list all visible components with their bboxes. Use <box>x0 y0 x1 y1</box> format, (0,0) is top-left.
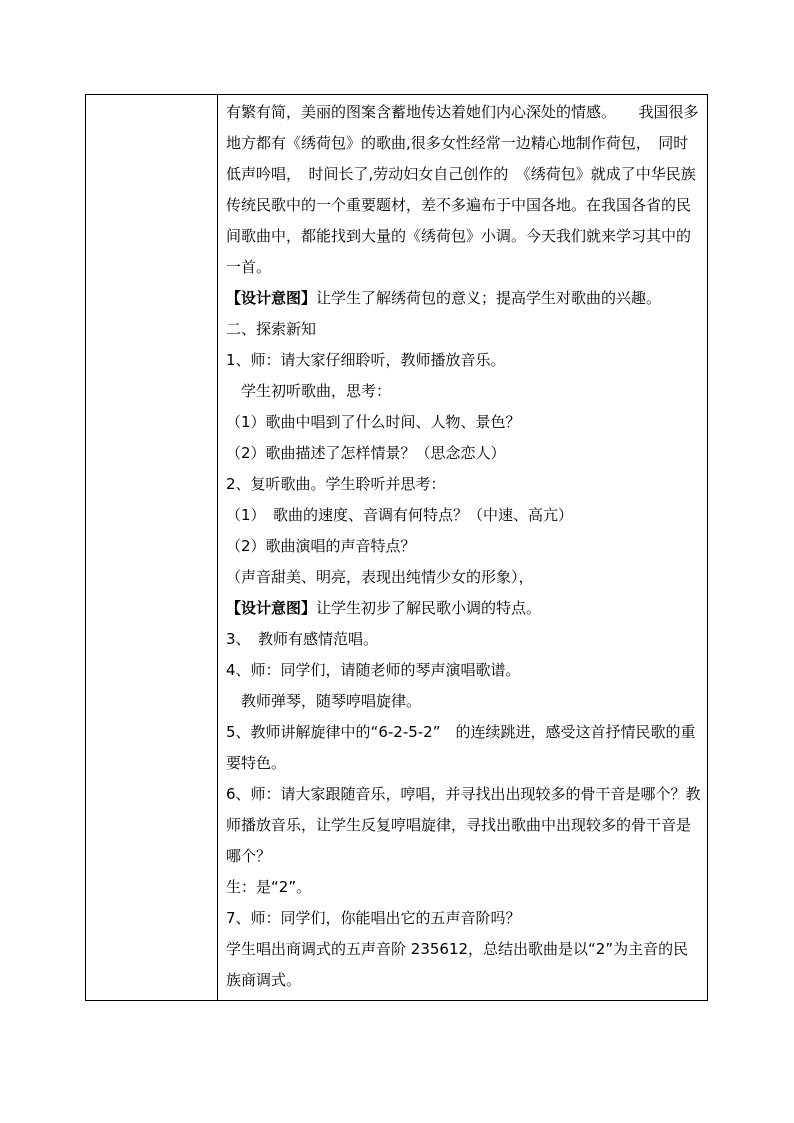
section-heading: 二、探索新知 <box>226 320 317 338</box>
lesson-content-cell <box>218 95 707 1000</box>
paragraph-step-6: 6、师：请大家跟随音乐，哼唱，并寻找出出现较多的骨干音是哪个？教师播放音乐，让学生反复哼唱旋律，寻找出歌曲中出现较多的骨干音是哪个？ <box>226 785 701 865</box>
paragraph-intro: 有繁有简，美丽的图案含蓄地传达着她们内心深处的情感。 我国很多地方都有《绣荷包》的歌曲,很多女性经常一边精心地制作荷包， 同时低声吟唱， 时间长了,劳动妇女自己创作的 《绣荷包》就成了中华民族传统民歌中的一个重要题材，差不多遍布于中国各地。在我国各省的民间歌曲中，都能找到大量的《绣荷包》小调。今天我们就来学习其中的一首。 <box>226 103 699 276</box>
paragraph-design-intent-2: 【设计意图】让学生初步了解民歌小调的特点。 <box>226 599 542 617</box>
paragraph-step-3: 3、 教师有感情范唱。 <box>226 630 379 648</box>
lesson-table <box>85 94 708 1001</box>
paragraph-step-7: 7、师：同学们，你能唱出它的五声音阶吗？ <box>226 909 521 927</box>
paragraph-question-2: （2）歌曲描述了怎样情景？（思念恋人） <box>226 444 506 462</box>
paragraph-question-3: （1） 歌曲的速度、音调有何特点？（中速、高亢） <box>226 506 574 524</box>
design-intent-tag: 【设计意图】 <box>226 599 317 617</box>
paragraph-question-4: （2）歌曲演唱的声音特点？ <box>226 537 416 555</box>
paragraph-step-2: 2、复听歌曲。学生聆听并思考： <box>226 475 446 493</box>
paragraph-answer: （声音甜美、明亮，表现出纯情少女的形象）， <box>226 568 534 586</box>
paragraph-student-answer: 生：是“2”。 <box>226 878 312 896</box>
paragraph-question-1: （1）歌曲中唱到了什么时间、人物、景色？ <box>226 413 521 431</box>
paragraph-step-1-note: 学生初听歌曲，思考： <box>226 382 392 400</box>
paragraph-design-intent-1: 【设计意图】让学生了解绣荷包的意义；提高学生对歌曲的兴趣。 <box>226 289 662 307</box>
paragraph-step-4: 4、师：同学们，请随老师的琴声演唱歌谱。 <box>226 661 521 679</box>
paragraph-step-5: 5、教师讲解旋律中的“6-2-5-2” 的连续跳进，感受这首抒情民歌的重要特色。 <box>226 723 696 772</box>
paragraph-step-4-note: 教师弹琴，随琴哼唱旋律。 <box>226 692 422 710</box>
paragraph-summary: 学生唱出商调式的五声音阶 235612，总结出歌曲是以“2”为主音的民族商调式。 <box>226 940 689 989</box>
paragraph-step-1: 1、师：请大家仔细聆听，教师播放音乐。 <box>226 351 506 369</box>
design-intent-tag: 【设计意图】 <box>226 289 317 307</box>
